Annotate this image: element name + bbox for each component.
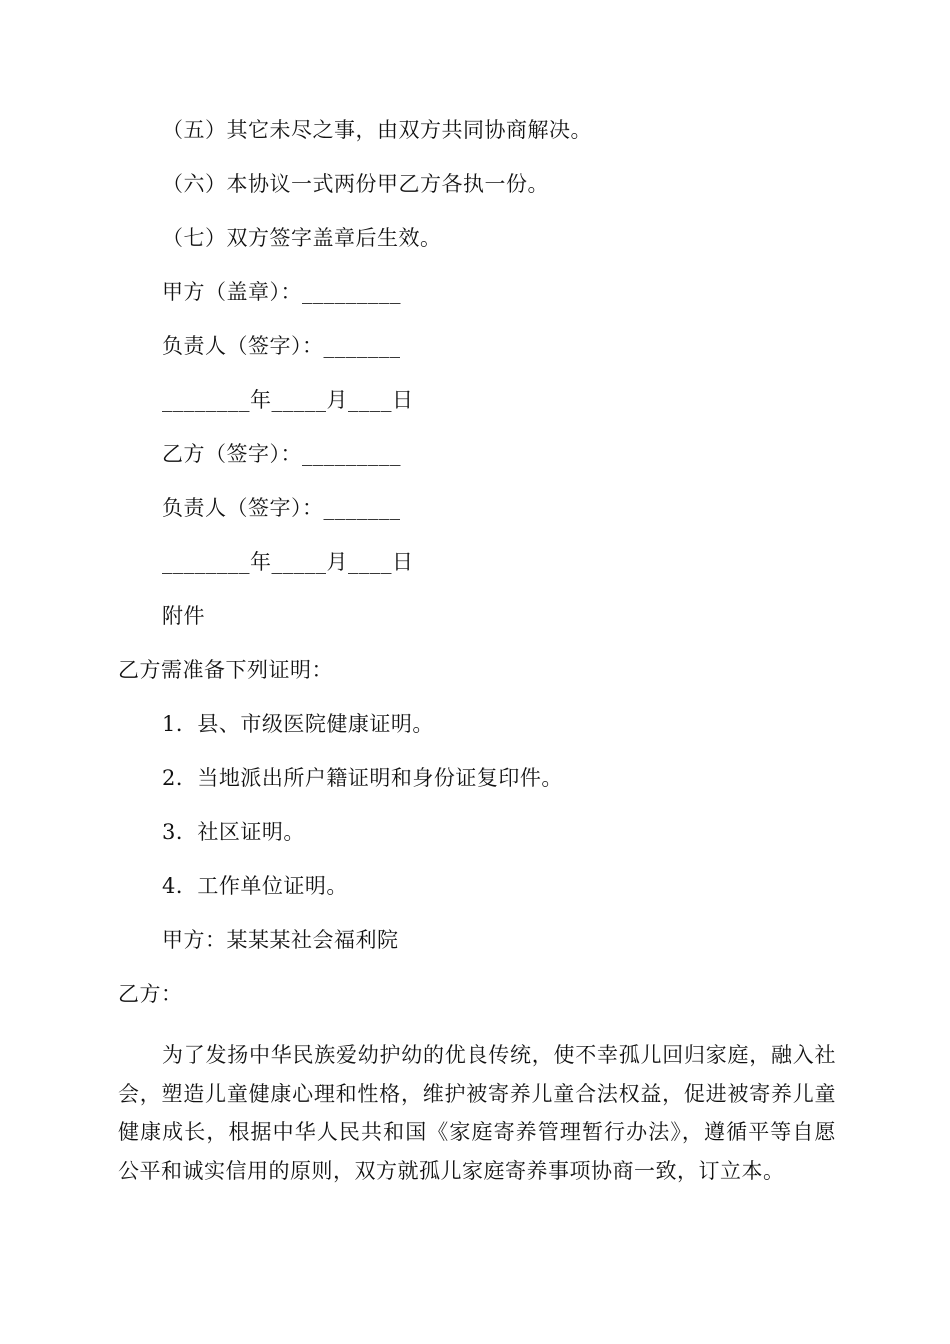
party-b-name: 乙方： (118, 982, 183, 1006)
party-b-signature-line: 乙方（签字）：_________ (162, 442, 401, 466)
intro-paragraph: 为了发扬中华民族爱幼护幼的优良传统，使不幸孤儿回归家庭，融入社会，塑造儿童健康心理和性格，维护被寄养儿童合法权益，促进被寄养儿童健康成长，根据中华人民共和国《家庭寄养管理暂行办法》，遵循平等自愿公平和诚实信用的原则，双方就孤儿家庭寄养事项协商一致，订立本。 (118, 1043, 836, 1183)
requirement-item-2: 2．当地派出所户籍证明和身份证复印件。 (162, 766, 563, 790)
requirement-item-3: 3．社区证明。 (162, 820, 305, 844)
clause-7: （七）双方签字盖章后生效。 (162, 226, 442, 250)
party-b-date-line: ________年_____月____日 (162, 550, 414, 574)
party-a-representative-line: 负责人（签字）：_______ (162, 334, 401, 358)
party-a-name: 甲方：某某某社会福利院 (162, 928, 399, 952)
clause-6: （六）本协议一式两份甲乙方各执一份。 (162, 172, 549, 196)
clause-5: （五）其它未尽之事，由双方共同协商解决。 (162, 118, 592, 142)
requirement-item-1: 1．县、市级医院健康证明。 (162, 712, 434, 736)
attachment-heading: 附件 (162, 604, 205, 628)
requirement-item-4: 4．工作单位证明。 (162, 874, 348, 898)
party-a-seal-line: 甲方（盖章）：_________ (162, 280, 401, 304)
party-b-representative-line: 负责人（签字）：_______ (162, 496, 401, 520)
requirements-heading: 乙方需准备下列证明： (118, 658, 333, 682)
party-a-date-line: ________年_____月____日 (162, 388, 414, 412)
